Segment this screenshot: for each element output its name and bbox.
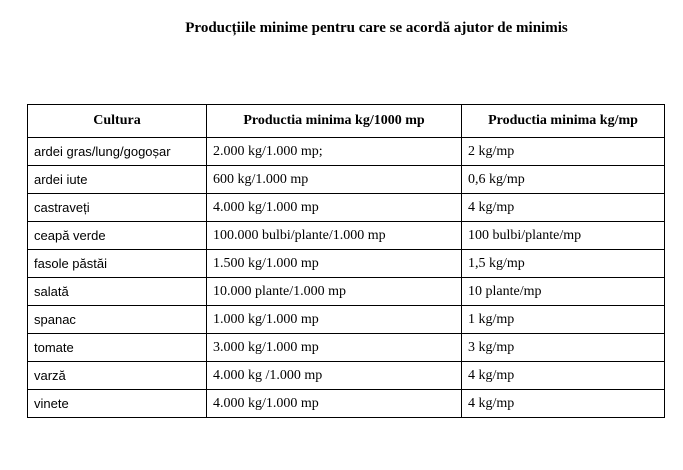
document-title: Producțiile minime pentru care se acordă ajutor de minimis — [185, 20, 568, 36]
cell-crop: ardei iute — [28, 166, 207, 194]
cell-crop: ceapă verde — [28, 222, 207, 250]
table-row — [28, 334, 665, 362]
table-row — [28, 222, 665, 250]
cell-production-per-1000mp: 3.000 kg/1.000 mp — [207, 334, 462, 362]
table-row — [28, 278, 665, 306]
header-cultura: Cultura — [28, 105, 207, 138]
table-row — [28, 166, 665, 194]
cell-crop: castraveți — [28, 194, 207, 222]
production-table — [27, 104, 665, 418]
cell-production-per-1000mp: 10.000 plante/1.000 mp — [207, 278, 462, 306]
cell-production-per-1000mp: 4.000 kg/1.000 mp — [207, 390, 462, 418]
cell-production-per-1000mp: 1.000 kg/1.000 mp — [207, 306, 462, 334]
cell-production-per-mp: 2 kg/mp — [462, 138, 665, 166]
cell-crop: fasole păstăi — [28, 250, 207, 278]
header-productia-kg-mp: Productia minima kg/mp — [462, 105, 665, 138]
cell-production-per-1000mp: 600 kg/1.000 mp — [207, 166, 462, 194]
table-row — [28, 306, 665, 334]
table-header-row — [28, 105, 665, 138]
cell-crop: tomate — [28, 334, 207, 362]
cell-production-per-mp: 4 kg/mp — [462, 194, 665, 222]
cell-production-per-mp: 1,5 kg/mp — [462, 250, 665, 278]
cell-production-per-mp: 4 kg/mp — [462, 362, 665, 390]
cell-production-per-mp: 100 bulbi/plante/mp — [462, 222, 665, 250]
table-row — [28, 138, 665, 166]
table-row — [28, 390, 665, 418]
cell-crop: salată — [28, 278, 207, 306]
cell-production-per-1000mp: 4.000 kg /1.000 mp — [207, 362, 462, 390]
header-productia-kg-1000mp: Productia minima kg/1000 mp — [207, 105, 462, 138]
cell-production-per-mp: 4 kg/mp — [462, 390, 665, 418]
cell-crop: vinete — [28, 390, 207, 418]
cell-production-per-mp: 0,6 kg/mp — [462, 166, 665, 194]
table-row — [28, 362, 665, 390]
cell-production-per-mp: 3 kg/mp — [462, 334, 665, 362]
cell-crop: ardei gras/lung/gogoșar — [28, 138, 207, 166]
table-row — [28, 194, 665, 222]
cell-crop: spanac — [28, 306, 207, 334]
cell-crop: varză — [28, 362, 207, 390]
cell-production-per-mp: 10 plante/mp — [462, 278, 665, 306]
cell-production-per-1000mp: 4.000 kg/1.000 mp — [207, 194, 462, 222]
table-row — [28, 250, 665, 278]
cell-production-per-1000mp: 2.000 kg/1.000 mp; — [207, 138, 462, 166]
cell-production-per-1000mp: 100.000 bulbi/plante/1.000 mp — [207, 222, 462, 250]
cell-production-per-1000mp: 1.500 kg/1.000 mp — [207, 250, 462, 278]
cell-production-per-mp: 1 kg/mp — [462, 306, 665, 334]
